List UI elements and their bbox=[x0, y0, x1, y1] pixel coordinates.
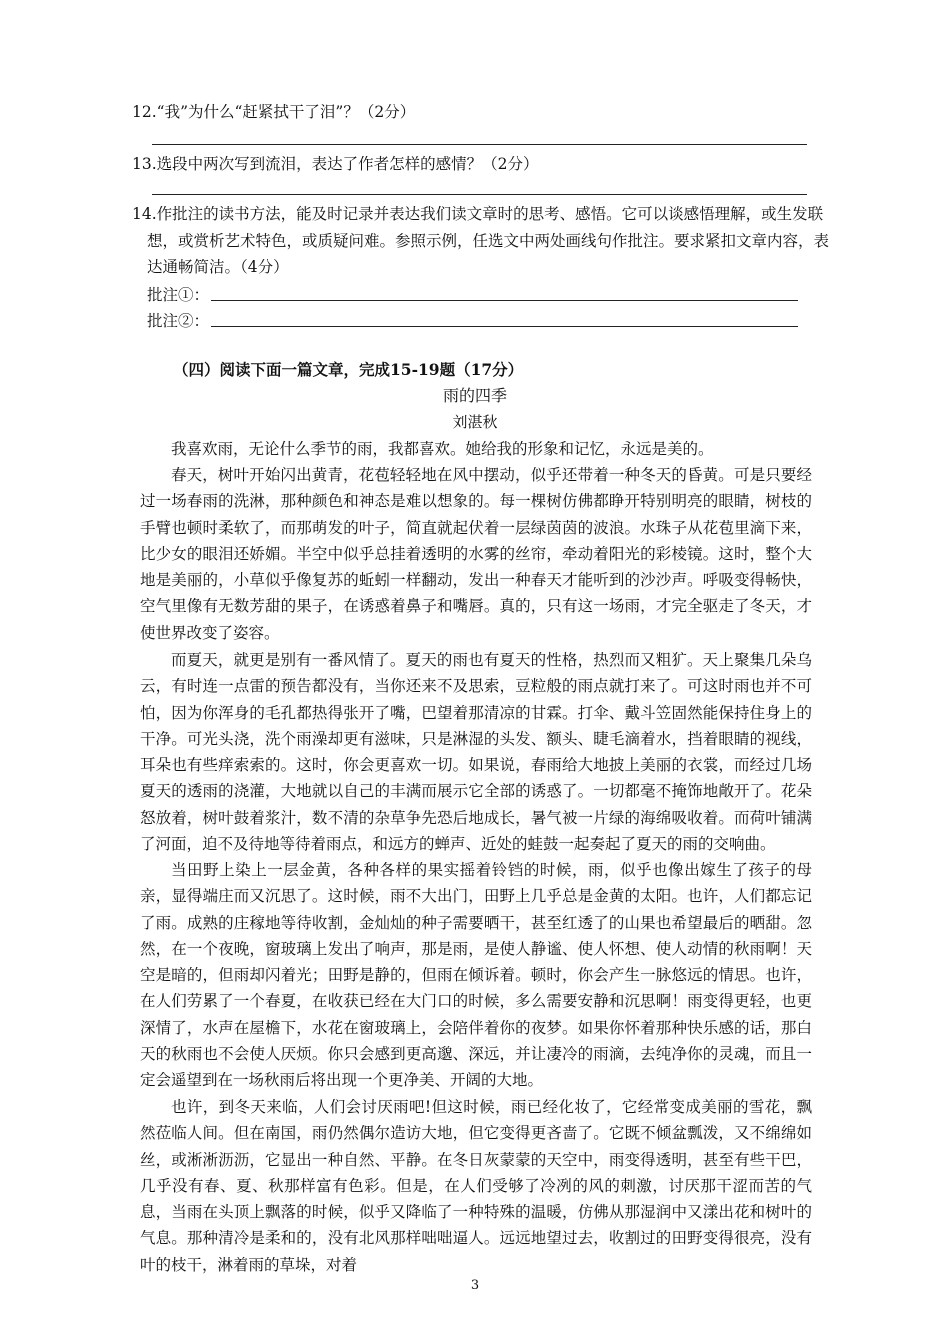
paragraph-autumn: 当田野上染上一层金黄，各种各样的果实摇着铃铛的时候，雨，似乎也像出嫁生了孩子的母亲，显得端庄而又沉思了。这时候，雨不大出门，田野上几乎总是金黄的太阳。也许，人们都忘记了雨。成熟的庄稼地等待收割，金灿灿的种子需要晒干，甚至红透了的山果也希望最后的晒甜。忽然，在一个夜晚，窗玻璃上发出了响声，那是雨，是使人静谧、使人怀想、使人动情的秋雨啊！天空是暗的，但雨却闪着光；田野是静的，但雨在倾诉着。顿时，你会产生一脉悠远的情思。也许，在人们劳累了一个春夏，在收获已经在大门口的时候，多么需要安静和沉思啊！雨变得更轻，也更深情了，水声在屋檐下，水花在窗玻璃上，会陪伴着你的夜梦。如果你怀着那种快乐感的话，那白天的秋雨也不会使人厌烦。你只会感到更高邈、深远，并让凄冷的雨滴，去纯净你的灵魂，而且一定会遥望到在一场秋雨后将出现一个更净美、开阔的大地。 bbox=[140, 861, 812, 1090]
question-14-line1: 14.作批注的读书方法，能及时记录并表达我们读文章时的思考、感悟。它可以谈感悟理解，或生发联 bbox=[132, 205, 824, 223]
section-heading: （四）阅读下面一篇文章，完成15-19题（17分） bbox=[173, 360, 524, 379]
annotation-2-line[interactable] bbox=[211, 326, 798, 327]
question-13: 13.选段中两次写到流泪，表达了作者怎样的感情？（2分） bbox=[132, 155, 539, 173]
question-14-line2: 想，或赏析艺术特色，或质疑问难。参照示例，任选文中两处画线句作批注。要求紧扣文章内容，表 bbox=[147, 232, 830, 250]
question-12: 12.“我”为什么“赶紧拭干了泪”？（2分） bbox=[132, 103, 416, 121]
article-author: 刘湛秋 bbox=[452, 413, 498, 431]
paragraph-summer: 而夏天，就更是别有一番风情了。夏天的雨也有夏天的性格，热烈而又粗犷。天上聚集几朵乌云，有时连一点雷的预告都没有，当你还来不及思索，豆粒般的雨点就打来了。可这时雨也并不可怕，因为你浑身的毛孔都热得张开了嘴，巴望着那清凉的甘霖。打伞、戴斗笠固然能保持住身上的干净。可光头浇，洗个雨澡却更有滋味，只是淋湿的头发、额头、睫毛滴着水，挡着眼睛的视线，耳朵也有些痒索索的。这时，你会更喜欢一切。如果说，春雨给大地披上美丽的衣裳，而经过几场夏天的透雨的浇灌，大地就以自己的丰满而展示它全部的诱惑了。一切都毫不掩饰地敞开了。花朵怒放着，树叶鼓着浆汁，数不清的杂草争先恐后地成长，暑气被一片绿的海绵吸收着。而荷叶铺满了河面，迫不及待地等待着雨点，和远方的蝉声、近处的蛙鼓一起奏起了夏天的雨的交响曲。 bbox=[140, 651, 812, 854]
answer-line-13[interactable] bbox=[152, 194, 807, 195]
annotation-2-label: 批注②： bbox=[147, 312, 210, 330]
question-14-line3: 达通畅简洁。（4分） bbox=[147, 258, 289, 276]
article-title: 雨的四季 bbox=[442, 386, 507, 405]
annotation-1-line[interactable] bbox=[211, 300, 798, 301]
page-number: 3 bbox=[470, 1278, 480, 1293]
paragraph-winter: 也许，到冬天来临，人们会讨厌雨吧!但这时候，雨已经化妆了，它经常变成美丽的雪花，飘然莅临人间。但在南国，雨仍然偶尔造访大地，但它变得更吝啬了。它既不倾盆瓢泼，又不绵绵如丝，或淅淅沥沥，它显出一种自然、平静。在冬日灰蒙蒙的天空中，雨变得透明，甚至有些干巴，几乎没有春、夏、秋那样富有色彩。但是，在人们受够了冷冽的风的刺激，讨厌那干涩而苦的气息，当雨在头顶上飘落的时候，似乎又降临了一种特殊的温暖，仿佛从那湿润中又漾出花和树叶的气息。那种清冷是柔和的，没有北风那样咄咄逼人。远远地望过去，收割过的田野变得很亮，没有叶的枝干，淋着雨的草垛，对着 bbox=[140, 1098, 812, 1274]
annotation-1-label: 批注①： bbox=[147, 286, 210, 304]
answer-line-12[interactable] bbox=[152, 144, 807, 145]
paragraph-spring: 春天，树叶开始闪出黄青，花苞轻轻地在风中摆动，似乎还带着一种冬天的昏黄。可是只要经过一场春雨的洗淋，那种颜色和神态是难以想象的。每一棵树仿佛都睁开特别明亮的眼睛，树枝的手臂也顿时柔软了，而那萌发的叶子，简直就起伏着一层绿茵茵的波浪。水珠子从花苞里滴下来，比少女的眼泪还娇媚。半空中似乎总挂着透明的水雾的丝帘，牵动着阳光的彩棱镜。这时，整个大地是美丽的，小草似乎像复苏的蚯蚓一样翻动，发出一种春天才能听到的沙沙声。呼吸变得畅快，空气里像有无数芳甜的果子，在诱惑着鼻子和嘴唇。真的，只有这一场雨，才完全驱走了冬天，才使世界改变了姿容。 bbox=[140, 466, 812, 642]
paragraph-intro: 我喜欢雨，无论什么季节的雨，我都喜欢。她给我的形象和记忆，永远是美的。 bbox=[171, 440, 714, 458]
